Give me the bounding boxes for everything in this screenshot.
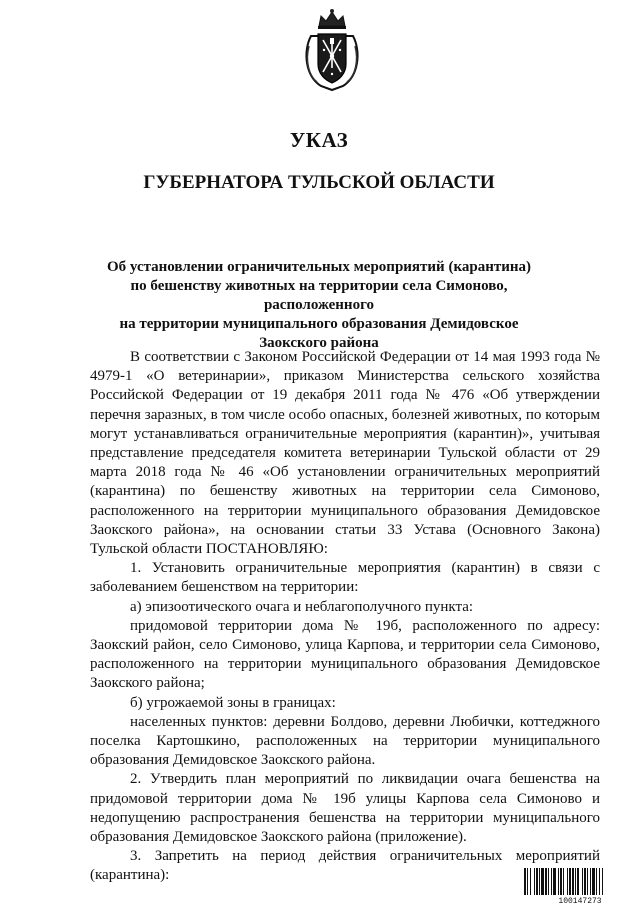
barcode-bar	[587, 868, 588, 895]
barcode-bar	[584, 868, 586, 895]
barcode-bars	[524, 868, 603, 895]
document-heading	[80, 258, 558, 353]
barcode-bar	[602, 868, 603, 895]
barcode-bar	[592, 868, 595, 895]
heading-line: Заокского района	[259, 335, 379, 351]
barcode-bar	[596, 868, 597, 895]
barcode-bar	[541, 868, 544, 895]
decree-subtitle: ГУБЕРНАТОРА ТУЛЬСКОЙ ОБЛАСТИ	[143, 172, 495, 193]
paragraph-item-1: 1. Установить ограничительные мероприятия (карантин) в связи с заболеванием бешенством на территории:	[90, 560, 600, 596]
heading-line: по бешенству животных на территории села Симоново, расположенного	[130, 278, 508, 313]
coat-of-arms-emblem	[301, 6, 363, 92]
barcode-bar	[590, 868, 591, 895]
barcode-bar	[553, 868, 556, 895]
barcode-bar	[560, 868, 562, 895]
barcode-bar	[534, 868, 535, 895]
barcode	[522, 866, 638, 905]
decree-title: УКАЗ	[289, 128, 349, 152]
barcode-bar	[527, 868, 528, 895]
paragraph-item-2: 2. Утвердить план мероприятий по ликвидации очага бешенства на придомовой территории дома № 19б улицы Карпова села Симоново и недопущению распространения бешенства на территории муниципального образования Демидовское Заокского района (приложение).	[90, 771, 600, 846]
barcode-bar	[558, 868, 559, 895]
paragraph-preamble: В соответствии с Законом Российской Федерации от 14 мая 1993 года № 4979-1 «О ветеринарии», приказом Министерства сельского хозяйства Российской Федерации от 19 декабря 2011 года № 476 «Об утверждении перечня заразных, в том числе особо опасных, болезней животных, по которым могут устанавливаться ограничительные мероприятия (карантин)», учитывая представление председателя комитета ветеринарии Тульской области от 29 марта 2018 года № 46 «Об установлении ограничительных мероприятий (карантина) по бешенству животных на территории села Симоново, расположенного на территории муниципального образования Демидовское Заокского района», на основании статьи 33 Устава (Основного Закона) Тульской области ПОСТАНОВЛЯЮ:	[90, 349, 600, 558]
barcode-bar	[599, 868, 600, 895]
barcode-bar	[551, 868, 552, 895]
barcode-bar	[567, 868, 568, 895]
paragraph-item-1b: б) угрожаемой зоны в границах:	[130, 694, 336, 711]
barcode-bar	[569, 868, 571, 895]
barcode-bar	[575, 868, 576, 895]
heading-line: Об установлении ограничительных мероприятий (карантина)	[106, 259, 531, 275]
paragraph-item-1b-text: населенных пунктов: деревни Болдово, деревни Любички, коттеджного поселка Картошкино, расположенных на территории муниципального образования Демидовское Заокского района.	[90, 713, 600, 769]
barcode-number: 100147273	[558, 897, 602, 905]
barcode-bar	[572, 868, 574, 895]
paragraph-item-3: 3. Запретить на период действия ограничительных мероприятий (карантина):	[90, 848, 600, 884]
barcode-bar	[530, 868, 531, 895]
barcode-bar	[548, 868, 549, 895]
paragraph-item-1a: а) эпизоотического очага и неблагополучного пункта:	[130, 598, 474, 615]
barcode-bar	[563, 868, 564, 895]
barcode-bar	[539, 868, 540, 895]
document-body	[90, 348, 600, 886]
paragraph-item-1a-text: придомовой территории дома № 19б, расположенного по адресу: Заокский район, село Симоново, улица Карпова, и территории села Симоново, расположенного на территории муниципального образования Демидовское Заокского района;	[90, 617, 600, 692]
barcode-bar	[545, 868, 547, 895]
barcode-bar	[524, 868, 526, 895]
barcode-bar	[536, 868, 538, 895]
barcode-bar	[582, 868, 583, 895]
heading-line: на территории муниципального образования Демидовское	[119, 316, 519, 332]
barcode-bar	[577, 868, 579, 895]
